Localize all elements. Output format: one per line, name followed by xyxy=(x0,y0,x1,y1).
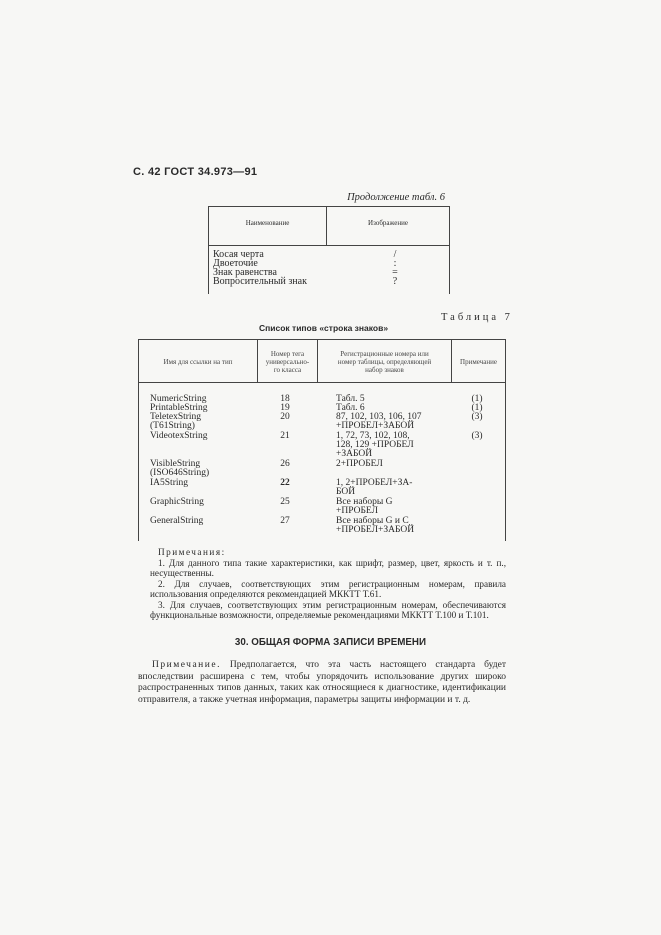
row-type-name: GraphicString xyxy=(150,497,204,507)
table-row-symbol: : xyxy=(393,258,397,269)
row-reg: Табл. 6 xyxy=(336,403,365,413)
table-row-name: Двоеточие xyxy=(213,258,258,269)
row-reg: 128, 129 +ПРОБЕЛ xyxy=(336,440,414,450)
table-continuation-caption: Продолжение табл. 6 xyxy=(347,192,445,203)
header-line: Номер тега xyxy=(270,350,305,358)
row-reg: 1, 2+ПРОБЕЛ+ЗА- xyxy=(336,478,413,488)
note-lead: Примечание. xyxy=(152,660,221,670)
row-reg: 1, 72, 73, 102, 108, xyxy=(336,431,410,441)
row-reg: 87, 102, 103, 106, 107 xyxy=(336,412,422,422)
row-tag: 27 xyxy=(280,516,290,526)
row-reg: 2+ПРОБЕЛ xyxy=(336,459,383,469)
table-row-name: Вопросительный знак xyxy=(213,276,307,287)
table-row-symbol: ? xyxy=(392,276,398,287)
section-heading: 30. ОБЩАЯ ФОРМА ЗАПИСИ ВРЕМЕНИ xyxy=(234,637,427,648)
row-reg: Все наборы G и С xyxy=(336,516,409,526)
row-tag: 20 xyxy=(280,412,290,422)
row-tag: 21 xyxy=(280,431,290,441)
row-reg: +ПРОБЕЛ+ЗАБОЙ xyxy=(336,525,415,535)
column-header-note xyxy=(452,358,505,366)
note-text: Предполагается, что эта часть настоящего стандарта будет впоследствии расширена с тем, чтобы упорядочить использование других широко распространенных типов данных, таких как относящиеся к диагностике, идентификации отправителя, а также учетная информация, параметры защиты информации и т. д. xyxy=(138,660,506,705)
table-row-name: Косая черта xyxy=(213,249,264,260)
row-reg: +ЗАБОЙ xyxy=(336,449,373,459)
note-item: 1. Для данного типа такие характеристики, как шрифт, размер, цвет, яркость и т. п., несущественны. xyxy=(150,557,506,578)
table-row-symbol: / xyxy=(393,249,397,260)
header-line: номер таблицы, определяющей xyxy=(337,358,432,366)
column-header-image: Изображение xyxy=(368,219,408,227)
row-note: (1) xyxy=(471,403,483,413)
row-reg: Все наборы G xyxy=(336,497,393,507)
notes-heading: Примечания: xyxy=(158,547,226,557)
table-row-name: Знак равенства xyxy=(213,267,277,278)
row-reg: +ПРОБЕЛ xyxy=(336,506,379,516)
header-line: набор знаков xyxy=(365,366,404,374)
table-7 xyxy=(138,339,506,541)
row-tag: 18 xyxy=(280,394,290,404)
header-divider xyxy=(139,382,505,383)
row-type-name: PrintableString xyxy=(150,403,208,413)
column-header-reg xyxy=(318,350,451,374)
row-type-name: TeletexString xyxy=(150,412,202,422)
page-header: С. 42 ГОСТ 34.973—91 xyxy=(133,166,258,178)
row-note: (3) xyxy=(471,412,483,422)
row-tag: 22 xyxy=(280,478,290,488)
column-header-tag xyxy=(258,350,317,374)
row-type-name: VideotexString xyxy=(150,431,208,441)
row-tag: 25 xyxy=(280,497,290,507)
note-item: 2. Для случаев, соответствующих этим регистрационным номерам, правила использования определяются рекомендацией МККТТ Т.61. xyxy=(150,578,506,599)
row-note: (3) xyxy=(471,431,483,441)
table-7-title: Список типов «строка знаков» xyxy=(259,323,389,333)
header-line: универсально- xyxy=(265,358,310,366)
header-line: Регистрационные номера или xyxy=(340,350,429,358)
row-type-name: (T61String) xyxy=(150,421,195,431)
header-divider xyxy=(209,245,449,246)
row-type-name: IA5String xyxy=(150,478,188,488)
row-type-name: VisibleString xyxy=(150,459,201,469)
row-type-name: NumericString xyxy=(150,394,207,404)
header-line: го класса xyxy=(273,366,302,374)
row-tag: 26 xyxy=(280,459,290,469)
row-tag: 19 xyxy=(280,403,290,413)
section-note xyxy=(138,660,506,706)
row-type-name: (ISO646String) xyxy=(150,468,210,478)
header-line: Имя для ссылки на тип xyxy=(163,358,233,366)
row-reg: БОЙ xyxy=(336,487,356,497)
table-row-symbol: = xyxy=(392,267,398,278)
row-note: (1) xyxy=(471,394,483,404)
notes-block xyxy=(150,547,506,621)
row-reg: +ПРОБЕЛ+ЗАБОЙ xyxy=(336,421,415,431)
header-line: Примечание xyxy=(460,358,497,366)
column-header-name: Наименование xyxy=(245,219,290,227)
row-reg: Табл. 5 xyxy=(336,394,365,404)
table-7-label: Таблица 7 xyxy=(441,312,513,323)
note-item: 3. Для случаев, соответствующих этим регистрационным номерам, обеспечиваются функциональные возможности, определяемые рекомендациями МККТТ Т.100 и Т.101. xyxy=(150,599,506,620)
table-6 xyxy=(208,206,450,294)
column-header-name xyxy=(139,358,257,366)
row-type-name: GeneralString xyxy=(150,516,204,526)
